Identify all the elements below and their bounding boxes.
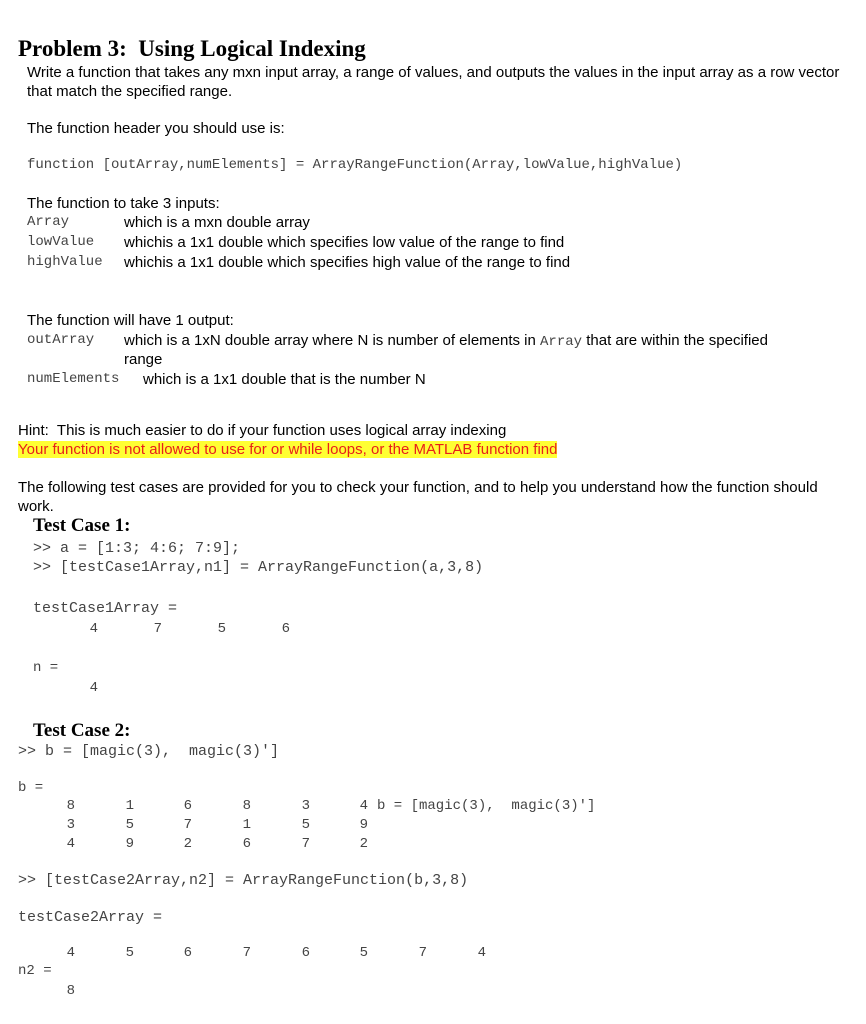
document-page: Problem 3: Using Logical Indexing Write a function that takes any mxn input array, a range of values, and outputs the values in the input array as a row vector that match the specified range. The function header you should use is: function [outArray,numElements] = ArrayRangeFunction(Array,lowValue,highValue) The function to take 3 inputs: Array which is a mxn double array lowValue whichis a 1x1 double which specifies low value of the range to find highValue whichis a 1x1 double which specifies high value of the range to find The function will have 1 output: outArray which is a 1xN double array where N is number of elements in Array that are within the specified range numElements which is a 1x1 double that is the number N Hint: This is much easier to do if your function uses logical array indexing Your function is not allowed to use for or while loops, or the MATLAB function find The following test cases are provided for you to check your function, and to help you understand how the function should work. Test Case 1: >> a = [1:3; 4:6; 7:9]; >> [testCase1Array,n1] = ArrayRangeFunction(a,3,8) testCase1Array = 4 7 5 6 n = 4 Test Case 2: >> b = [magic(3), magic(3)'] b = 8 1 6 8 3 4 3 5 7 1 5 9 4 9 2 6 7 2 b = [magic(3), magic(3)'] >> [testCase2Array,n2] = ArrayRangeFunction(b,3,8) testCase2Array = 4 5 6 7 6 5 7 4 n2 = 8 xyxy=(0,0,866,1024)
highlighted-restriction: Your function is not allowed to use for or while loops, or the MATLAB function find xyxy=(18,441,558,458)
input-name: Array xyxy=(27,214,70,230)
input-desc: whichis a 1x1 double which specifies high value of the range to find xyxy=(124,254,571,271)
input-name: highValue xyxy=(27,254,103,270)
test-intro: The following test cases are provided for you to check your function, and to help you understand how the function should work. xyxy=(18,479,818,515)
matrix-b-label: b = xyxy=(18,780,44,796)
output-name: outArray xyxy=(27,332,95,348)
input-name: lowValue xyxy=(27,234,95,250)
output-desc: which is a 1x1 double that is the number N xyxy=(143,371,426,388)
problem-intro: Write a function that takes any mxn input array, a range of values, and outputs the values in the input array as a row vector that match the specified range. xyxy=(27,64,840,100)
header-label: The function header you should use is: xyxy=(27,120,285,137)
restriction-text xyxy=(18,440,557,459)
test-case-1-command: >> a = [1:3; 4:6; 7:9]; xyxy=(33,540,241,557)
function-header-code: function [outArray,numElements] = ArrayRangeFunction(Array,lowValue,highValue) xyxy=(27,157,683,173)
outputs-title: The function will have 1 output: xyxy=(27,312,234,329)
test-case-2-title: Test Case 2: xyxy=(33,720,131,741)
input-desc: which is a mxn double array xyxy=(124,214,310,231)
output-desc-continued: range xyxy=(124,351,163,368)
test-case-1-n-value: 4 xyxy=(89,680,98,696)
test-case-2-command: >> b = [magic(3), magic(3)'] xyxy=(18,743,280,760)
test-case-1-n-label: n = xyxy=(33,660,59,676)
input-desc: whichis a 1x1 double which specifies low value of the range to find xyxy=(124,234,565,251)
test-case-2-output-label: testCase2Array = xyxy=(18,909,163,926)
inputs-title: The function to take 3 inputs: xyxy=(27,195,220,212)
test-case-2-command: >> [testCase2Array,n2] = ArrayRangeFunction(b,3,8) xyxy=(18,872,469,889)
test-case-2-n-value: 8 xyxy=(66,983,75,999)
matrix-b-trailing-text: b = [magic(3), magic(3)'] xyxy=(377,798,596,814)
problem-title: Problem 3: Using Logical Indexing xyxy=(18,36,366,61)
output-desc: which is a 1xN double array where N is number of elements in Array that are within the specified xyxy=(124,332,768,350)
test-case-1-output-label: testCase1Array = xyxy=(33,600,178,617)
test-case-1-title: Test Case 1: xyxy=(33,515,131,536)
hint-text: Hint: This is much easier to do if your function uses logical array indexing xyxy=(18,422,507,439)
test-case-1-command: >> [testCase1Array,n1] = ArrayRangeFunction(a,3,8) xyxy=(33,559,484,576)
test-case-2-n-label: n2 = xyxy=(18,963,52,979)
inline-code: Array xyxy=(540,334,583,350)
output-name: numElements xyxy=(27,371,120,387)
